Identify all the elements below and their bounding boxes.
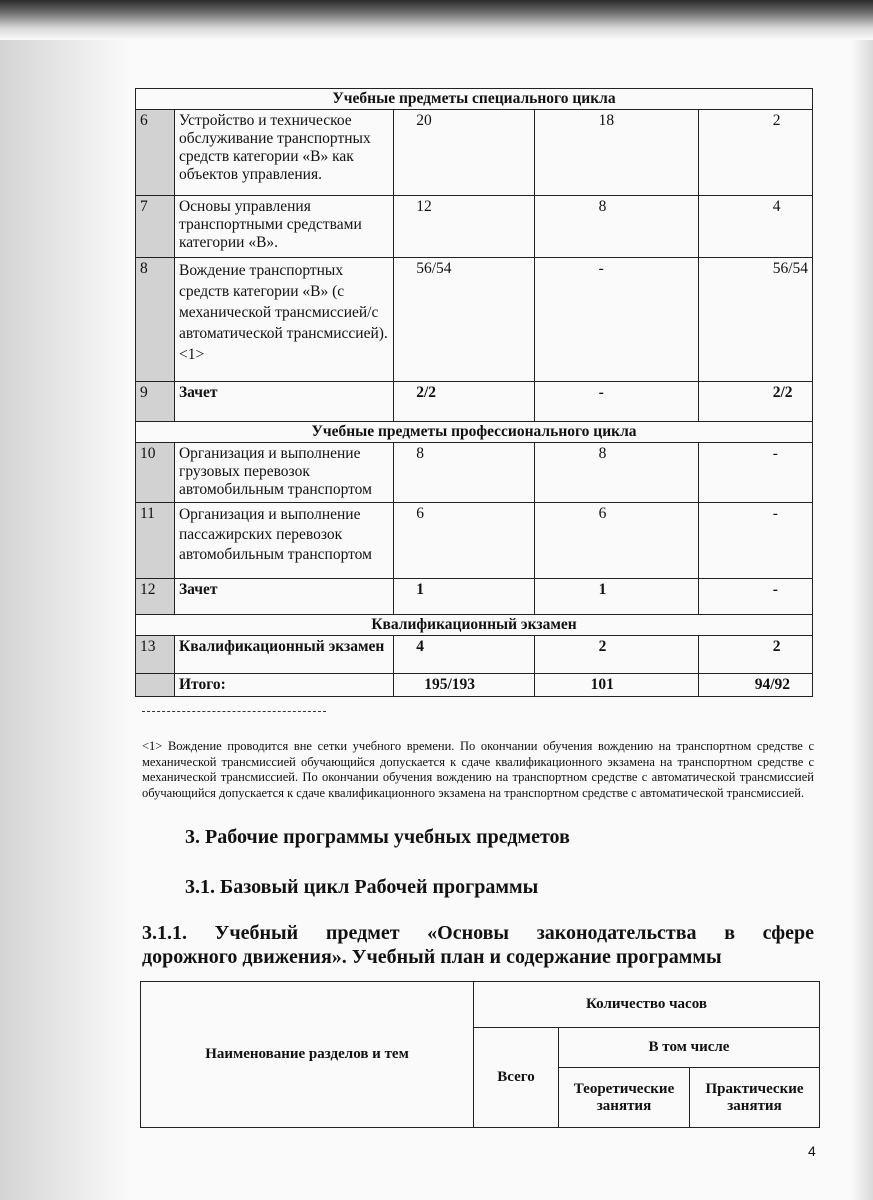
header-theory: Теоретические занятия — [559, 1068, 690, 1128]
section-3-1-heading: 3.1. Базовый цикл Рабочей программы — [185, 876, 539, 898]
subject-name: Зачет — [174, 382, 393, 422]
row-number: 6 — [136, 110, 175, 196]
row-number-empty — [136, 674, 175, 697]
row-number: 13 — [136, 636, 175, 674]
section-header-row — [136, 615, 813, 636]
section-header-row — [136, 89, 813, 110]
hours-practice: - — [698, 579, 812, 615]
hours-practice: - — [698, 443, 812, 503]
total-label: Итого: — [174, 674, 393, 697]
table-row — [136, 258, 813, 382]
section-3-1-1-heading-line2: дорожного движения». Учебный план и содержание программы — [142, 946, 722, 968]
section-header-row — [136, 422, 813, 443]
page-number: 4 — [808, 1143, 816, 1159]
hours-theory: - — [534, 382, 698, 422]
row-number: 8 — [136, 258, 175, 382]
hours-total: 2/2 — [394, 382, 534, 422]
total-hours: 195/193 — [394, 674, 534, 697]
subject-name: Устройство и техническое обслуживание транспортных средств категории «B» как объектов управления. — [174, 110, 393, 196]
hours-total: 56/54 — [394, 258, 534, 382]
hours-theory: 8 — [534, 443, 698, 503]
header-hours: Количество часов — [474, 982, 820, 1028]
header-sections: Наименование разделов и тем — [141, 982, 474, 1128]
table-row — [136, 110, 813, 196]
footnote-separator — [142, 711, 326, 712]
hours-total: 1 — [394, 579, 534, 615]
table-row — [136, 196, 813, 258]
subject-name: Основы управления транспортными средствами категории «B». — [174, 196, 393, 258]
special-cycle-header: Учебные предметы специального цикла — [136, 89, 813, 110]
hours-total: 12 — [394, 196, 534, 258]
hours-theory: 18 — [534, 110, 698, 196]
hours-total: 4 — [394, 636, 534, 674]
hours-total: 20 — [394, 110, 534, 196]
hours-theory: - — [534, 258, 698, 382]
section-3-1-1-heading-line1: 3.1.1. Учебный предмет «Основы законодательства в сфере — [142, 922, 814, 944]
header-total: Всего — [474, 1028, 559, 1128]
hours-practice: - — [698, 503, 812, 579]
hours-practice: 4 — [698, 196, 812, 258]
row-number: 12 — [136, 579, 175, 615]
row-number: 9 — [136, 382, 175, 422]
hours-practice: 56/54 — [698, 258, 812, 382]
header-including: В том числе — [559, 1028, 820, 1068]
exam-header: Квалификационный экзамен — [136, 615, 813, 636]
hours-theory: 6 — [534, 503, 698, 579]
table-row — [136, 382, 813, 422]
table-row — [136, 636, 813, 674]
hours-theory: 1 — [534, 579, 698, 615]
header-practice: Практические занятия — [690, 1068, 820, 1128]
subject-name: Организация и выполнение грузовых перевозок автомобильным транспортом — [174, 443, 393, 503]
subject-name: Организация и выполнение пассажирских перевозок автомобильным транспортом — [174, 503, 393, 579]
subject-name: Вождение транспортных средств категории «B» (с механической трансмиссией/с автоматической трансмиссией). <1> — [174, 258, 393, 382]
hours-practice: 2 — [698, 636, 812, 674]
hours-theory: 2 — [534, 636, 698, 674]
hours-practice: 2 — [698, 110, 812, 196]
hours-total: 6 — [394, 503, 534, 579]
subject-name: Квалификационный экзамен — [174, 636, 393, 674]
row-number: 11 — [136, 503, 175, 579]
section-3-heading: 3. Рабочие программы учебных предметов — [185, 826, 570, 848]
plan-table — [140, 981, 820, 1128]
total-practice: 94/92 — [698, 674, 812, 697]
subject-name: Зачет — [174, 579, 393, 615]
row-number: 10 — [136, 443, 175, 503]
hours-practice: 2/2 — [698, 382, 812, 422]
prof-cycle-header: Учебные предметы профессионального цикла — [136, 422, 813, 443]
total-theory: 101 — [534, 674, 698, 697]
total-row — [136, 674, 813, 697]
hours-total: 8 — [394, 443, 534, 503]
table-row — [136, 503, 813, 579]
table-row — [136, 579, 813, 615]
footnote-text: <1> Вождение проводится вне сетки учебного времени. По окончании обучения вождению на транспортном средстве с механической трансмиссией обучающийся допускается к сдаче квалификационного экзамена на транспортном средстве с механической трансмиссией. По окончании обучения вождению на транспортном средстве с автоматической трансмиссией обучающийся допускается к сдаче квалификационного экзамена на транспортном средстве с автоматической трансмиссией. — [142, 739, 814, 800]
row-number: 7 — [136, 196, 175, 258]
table-row — [136, 443, 813, 503]
hours-theory: 8 — [534, 196, 698, 258]
curriculum-table — [135, 88, 813, 697]
